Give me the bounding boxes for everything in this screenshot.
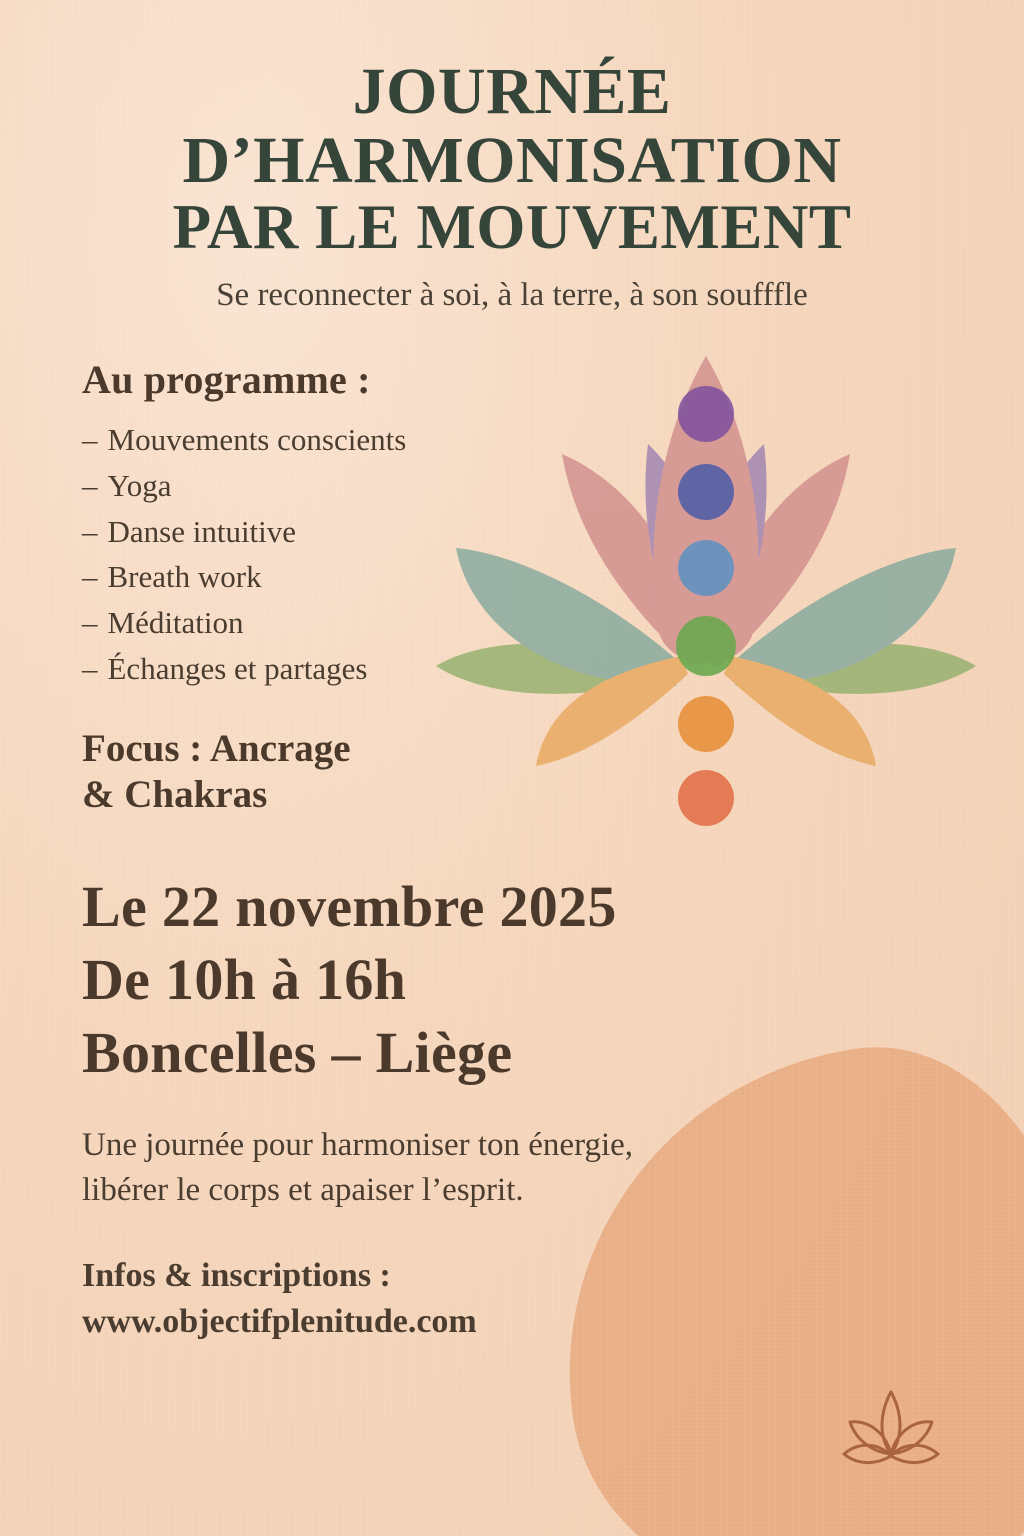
list-item-label: Mouvements conscients <box>107 421 407 457</box>
event-location: Boncelles – Liège <box>82 1020 513 1086</box>
description-line-2: libérer le corps et apaiser l’esprit. <box>82 1172 524 1209</box>
chakra-dot-blue <box>678 540 734 596</box>
page-title <box>68 0 956 261</box>
bullet-dash: – <box>82 467 98 503</box>
list-item-label: Méditation <box>107 605 244 641</box>
list-item-label: Danse intuitive <box>107 513 297 549</box>
event-description <box>82 1123 912 1213</box>
chakra-dot-indigo <box>678 464 734 520</box>
list-item-label: Échanges et partages <box>107 651 368 687</box>
bullet-dash: – <box>82 605 98 641</box>
contact-block <box>82 1253 956 1344</box>
event-date: Le 22 novembre 2025 <box>82 874 617 940</box>
bullet-dash: – <box>82 559 98 595</box>
description-line-1: Une journée pour harmoniser ton énergie, <box>82 1127 634 1164</box>
title-line-3: PAR LE MOUVEMENT <box>172 192 852 263</box>
lotus-outline-icon <box>836 1384 946 1480</box>
lotus-flower-illustration <box>426 336 986 856</box>
chakra-dot-green <box>676 616 736 676</box>
focus-line-1: Focus : Ancrage <box>82 727 351 771</box>
programme-section <box>68 356 956 818</box>
focus-line-2: & Chakras <box>82 773 268 817</box>
chakra-dot-red <box>678 770 734 826</box>
bullet-dash: – <box>82 421 98 457</box>
chakra-dot-orange <box>678 696 734 752</box>
subtitle: Se reconnecter à soi, à la terre, à son soufffle <box>216 276 808 313</box>
title-line-2: D’HARMONISATION <box>182 123 842 197</box>
programme-heading: Au programme : <box>82 356 371 402</box>
bullet-dash: – <box>82 651 98 687</box>
list-item-label: Breath work <box>107 559 262 595</box>
list-item-label: Yoga <box>107 467 172 503</box>
bullet-dash: – <box>82 513 98 549</box>
event-time: De 10h à 16h <box>82 947 407 1013</box>
website-url[interactable]: www.objectifplenitude.com <box>82 1302 477 1340</box>
chakra-dot-violet <box>678 386 734 442</box>
event-details <box>82 870 956 1089</box>
title-line-1: JOURNÉE <box>352 55 672 128</box>
contact-label: Infos & inscriptions : <box>82 1257 391 1295</box>
